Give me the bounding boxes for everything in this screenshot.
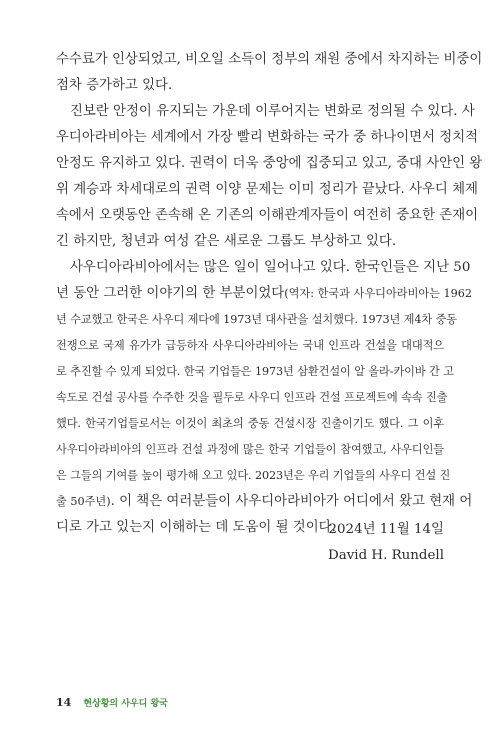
- translator-note-line: 년 수교했고 한국은 사우디 제다에 1973년 대사관을 설치했다. 1973년 제4차 중동: [56, 313, 457, 326]
- text-line: 사우디아라비아에서는 많은 일이 일어나고 있다. 한국인들은 지난 50: [70, 260, 471, 275]
- signature-author: David H. Rundell: [328, 548, 444, 563]
- translator-note-line: 사우디아라비아의 인프라 건설 과정에 많은 한국 기업들이 참여했고, 사우디인들: [56, 443, 444, 456]
- translator-note-segment: 출 50주년): [56, 495, 111, 508]
- page-body: [56, 47, 483, 541]
- text-segment: 년 동안 그러한 이야기의 한 부분이었다: [56, 286, 285, 301]
- text-line: 우디아라비아는 세계에서 가장 빨리 변화하는 국가 중 하나이면서 정치적: [56, 130, 479, 145]
- text-line: 디로 가고 있는지 이해하는 데 도움이 될 것이다.: [56, 520, 336, 535]
- text-line: 긴 하지만, 청년과 여성 같은 새로운 그룹도 부상하고 있다.: [56, 234, 397, 249]
- translator-note-line: 은 그들의 기여를 높이 평가해 오고 있다. 2023년은 우리 기업들의 사우디 건설 진: [56, 469, 451, 482]
- translator-note-line: 속도로 건설 공사를 수주한 것을 필두로 사우디 인프라 건설 프로젝트에 속속 진출: [56, 391, 448, 404]
- translator-note-line: 했다. 한국기업들로서는 이것이 최초의 중동 건설시장 진출이기도 했다. 그 이후: [56, 417, 444, 430]
- text-line-mixed: [56, 489, 473, 515]
- signature-date: 2024년 11월 14일: [328, 522, 444, 537]
- signature-block: [328, 517, 444, 569]
- text-line: 속에서 오랫동안 존속해 온 기존의 이해관계자들이 여전히 중요한 존재이: [56, 208, 479, 223]
- page-number: 14: [56, 696, 72, 709]
- text-line: 진보란 안정이 유지되는 가운데 이루어지는 변화로 정의될 수 있다. 사: [70, 104, 475, 119]
- page-footer: [56, 696, 168, 709]
- text-line: 수수료가 인상되었고, 비오일 소득이 정부의 재원 중에서 차지하는 비중이: [56, 52, 483, 67]
- translator-note-line: 전쟁으로 국제 유가가 급등하자 사우디아라비아는 국내 인프라 건설을 대대적으: [56, 339, 444, 352]
- text-line-mixed: [56, 281, 473, 307]
- text-line: 안정도 유지하고 있다. 권력이 더욱 중앙에 집중되고 있고, 중대 사안인 왕: [56, 156, 483, 171]
- text-segment: . 이 책은 여러분들이 사우디아라비아가 어디에서 왔고 현재 어: [110, 494, 473, 509]
- text-line: 점차 증가하고 있다.: [56, 78, 173, 93]
- running-title: 현상황의 사우디 왕국: [83, 699, 168, 709]
- translator-note-segment: (역자: 한국과 사우디아라비아는 1962: [284, 287, 473, 300]
- text-line: 위 계승과 차세대로의 권력 이양 문제는 이미 정리가 끝났다. 사우디 체제: [56, 182, 478, 197]
- translator-note-line: 로 추진할 수 있게 되었다. 한국 기업들은 1973년 삼환건설이 알 올라-카이바 간 고: [56, 365, 454, 378]
